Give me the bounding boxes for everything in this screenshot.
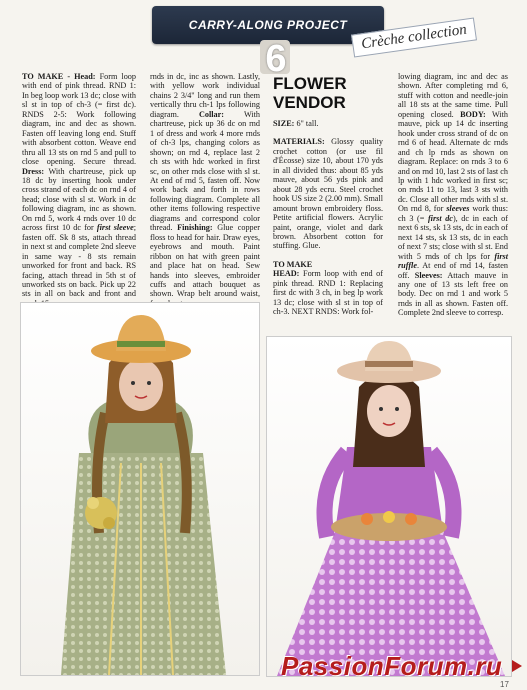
emphasis: first sleeve bbox=[96, 223, 134, 233]
text: ), dc in each of next 6 sts, sk 13 sts, dc in each of next 14 sts, sk 13 sts, dc in each of next 7 sts; close with sl st. End with 5 rnds of ch lps for bbox=[398, 213, 508, 261]
text: Form loop with end of pink thread. RND 1: Replacing first dc with 3 ch, in beg lp work 13 dc; close with sl st in top of ch-3. NEXT RNDS: Work fol- bbox=[273, 269, 383, 317]
instructions-column-1 bbox=[22, 72, 136, 308]
face bbox=[119, 359, 163, 411]
text: Attach mauve in any one of 13 sts left free on body. Dec on rnd 1 and work 5 rnds in all as shown. Fasten off. Complete 2nd sleeve to corresp. bbox=[398, 270, 508, 318]
mauve-doll-illustration bbox=[267, 337, 511, 676]
collection-label: Crèche collection bbox=[351, 17, 477, 57]
text: Glossy quality crochet cotton (or use fil d'Écosse) size 10, about 170 yds in all divided thus: about 85 yds mauve, about 56 yds pink and about 28 yds ecru. Steel crochet hook US size 2 (2.00 mm). Small amount brown embroidery floss. Petite artificial flowers. Acrylic paint, orange, violet and dark brown. Absorbent cotton for stuffing. Glue. bbox=[273, 137, 383, 251]
heading-to-make: TO MAKE bbox=[273, 259, 313, 269]
text: Glue copper floss to head for hair. Draw eyes, eyebrows and mouth. Paint ribbon on hat with green paint and place hat on head. Sew hands into sleeves, embroider cuffs and attach bouquet as shown. Wrap belt around waist, bbox=[150, 223, 260, 299]
text: 6" tall. bbox=[294, 119, 319, 128]
emphasis: first ruffle bbox=[398, 251, 508, 271]
text: With chartreuse, pick up 18 dc by inserting hook under cross strand of each dc on rnd 4 of head; close with sl st. Work in dc following diagram, inc as shown. On rnd 5, work 4 rnds over 10 dc across first 10 dc for bbox=[22, 166, 136, 233]
text: lowing diagram, inc and dec as shown. After completing rnd 6, stuff with cotton and needle-join all 18 sts at the same time. Pull opening closed. bbox=[398, 72, 508, 119]
text: ; fasten off. Sk 8 sts, attach thread in next st and complete 2nd sleeve in same way - 8 sts remain unworked for front and back. RS facing, attach thread in 5th st of unworked sts on back. Pick up 22 sts in all on back and front and bbox=[22, 223, 136, 299]
heading-materials: MATERIALS: bbox=[273, 137, 325, 147]
watermark: PassionForum.ru bbox=[281, 651, 503, 681]
text: rnds in dc, inc as shown. Lastly, with yellow work individual chains 2 3/4" long and run them vertically thru ch-1 lps following diagram. bbox=[150, 72, 260, 119]
text: . At end of rnd 14, fasten off. bbox=[398, 261, 508, 280]
photo-mauve-doll bbox=[266, 336, 512, 677]
text: work thus: ch 3 (= bbox=[398, 204, 509, 223]
project-number: 6 bbox=[265, 38, 287, 80]
text: With chartreuse, pick up 36 dc on rnd 1 of dress and work 4 more rnds of ch-3 lps, changing colors as shown; on rnd 4, replace last 2 ch sts with hdc worked in first sc, on other rnds close with sl st. At end of rnd 5, fasten off. Now work back and forth in rows following diagram. Complete all other items following respective diagrams and correspond color thread. bbox=[150, 109, 260, 233]
heading-head: HEAD: bbox=[273, 269, 300, 279]
project-title bbox=[273, 74, 383, 112]
heading-collar: Collar: bbox=[198, 109, 224, 119]
green-dress-skirt bbox=[61, 453, 226, 675]
page-number: 17 bbox=[500, 680, 509, 689]
heading-finishing: Finishing: bbox=[177, 223, 213, 233]
heading-body: BODY: bbox=[460, 109, 486, 119]
face bbox=[367, 385, 411, 437]
emphasis: first dc bbox=[427, 213, 453, 223]
text: Form loop with end of pink thread. RND 1: In beg loop work 13 dc; close with sl st in top of ch-3 (= first dc). RNDS 2-5: Work following diagram, inc and dec as shown. Fasten off leaving long end. Stuff with absorbent cotton. Weave end thru all 13 sts on rnd 5 and pull to close opening. Secure thread. bbox=[22, 72, 136, 167]
title-line-2: VENDOR bbox=[273, 93, 346, 112]
photo-green-doll bbox=[20, 302, 260, 676]
green-doll-illustration bbox=[21, 303, 259, 675]
title-line-1: FLOWER bbox=[273, 74, 347, 93]
emphasis: sleeves bbox=[446, 204, 470, 214]
heading-size: SIZE: bbox=[273, 119, 295, 128]
heading-to-make-head: TO MAKE - Head: bbox=[22, 72, 96, 81]
instructions-column-3 bbox=[273, 119, 383, 317]
heading-dress: Dress: bbox=[22, 166, 45, 176]
banner-text: CARRY-ALONG PROJECT bbox=[188, 18, 348, 32]
text: With mauve, pick up 14 dc inserting hook under cross strand of dc on rnd 6 of head. Alternate dc rnds and ch lp rnds as shown on diagram. Replace: on rnds 3 to 6 and on rnd 10, last 2 sts of last ch lp with 1 hdc worked in first sc; on rnds 11 to 13, last 3 sts with dc. Close all other rnds with sl st. On rnd 8, for bbox=[398, 109, 508, 214]
heading-sleeves: Sleeves: bbox=[414, 270, 443, 280]
instructions-column-4 bbox=[398, 72, 508, 318]
instructions-column-2 bbox=[150, 72, 260, 308]
next-page-arrow-icon bbox=[512, 660, 522, 672]
